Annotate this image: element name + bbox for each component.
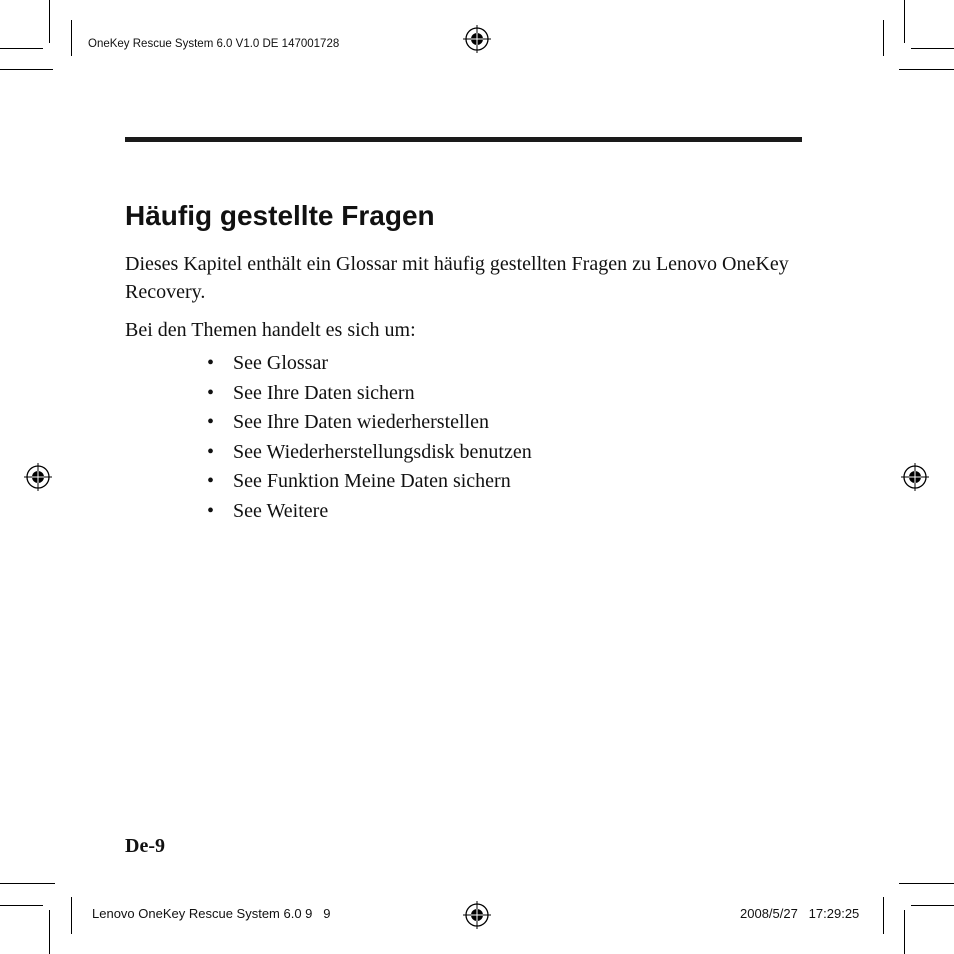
crop-mark [911, 48, 954, 49]
topics-lead: Bei den Themen handelt es sich um: [125, 319, 416, 341]
crop-mark [0, 48, 43, 49]
list-item [207, 379, 532, 409]
topic-link-recovery-disk[interactable]: See Wiederherstellungsdisk benutzen [233, 440, 532, 463]
topic-link-restore[interactable]: See Ihre Daten wiederherstellen [233, 411, 489, 434]
page-title: Häufig gestellte Fragen [125, 200, 435, 231]
print-footer-left: Lenovo OneKey Rescue System 6.0 9 9 [92, 906, 331, 921]
crop-mark [883, 897, 884, 934]
topic-link-backup-function[interactable]: See Funktion Meine Daten sichern [233, 470, 511, 493]
crop-mark [49, 0, 50, 43]
crop-mark [0, 69, 53, 70]
crop-mark [0, 905, 43, 906]
list-item [207, 467, 532, 497]
print-job-header: OneKey Rescue System 6.0 V1.0 DE 147001728 [88, 38, 340, 50]
bullet: • [207, 352, 215, 374]
topic-link-backup[interactable]: See Ihre Daten sichern [233, 381, 415, 404]
bullet: • [207, 470, 215, 493]
list-item [207, 438, 532, 468]
crop-mark [71, 20, 72, 56]
crop-mark [49, 910, 50, 954]
page-number: De-9 [125, 835, 165, 857]
topic-link-more[interactable]: See Weitere [233, 499, 329, 522]
registration-mark-icon [463, 25, 491, 53]
crop-mark [911, 905, 954, 906]
intro-paragraph: Dieses Kapitel enthält ein Glossar mit häufig gestellten Fragen zu Lenovo OneKey Recovery. [125, 253, 789, 303]
bullet: • [207, 440, 215, 463]
crop-mark [904, 0, 905, 43]
bullet: • [207, 381, 215, 404]
registration-mark-icon [463, 901, 491, 929]
list-item [207, 497, 532, 527]
crop-mark [883, 20, 884, 56]
crop-mark [899, 69, 954, 70]
crop-mark [71, 897, 72, 934]
bullet: • [207, 411, 215, 434]
print-footer-timestamp: 2008/5/27 17:29:25 [740, 906, 860, 921]
registration-mark-icon [901, 463, 929, 491]
list-item [207, 408, 532, 438]
list-item [207, 349, 532, 379]
chapter-rule [125, 137, 802, 142]
crop-mark [0, 883, 55, 884]
registration-mark-icon [24, 463, 52, 491]
crop-mark [899, 883, 954, 884]
bullet: • [207, 499, 215, 522]
crop-mark [904, 910, 905, 954]
topic-list [207, 349, 532, 527]
topic-link-glossar[interactable]: See Glossar [233, 352, 328, 374]
